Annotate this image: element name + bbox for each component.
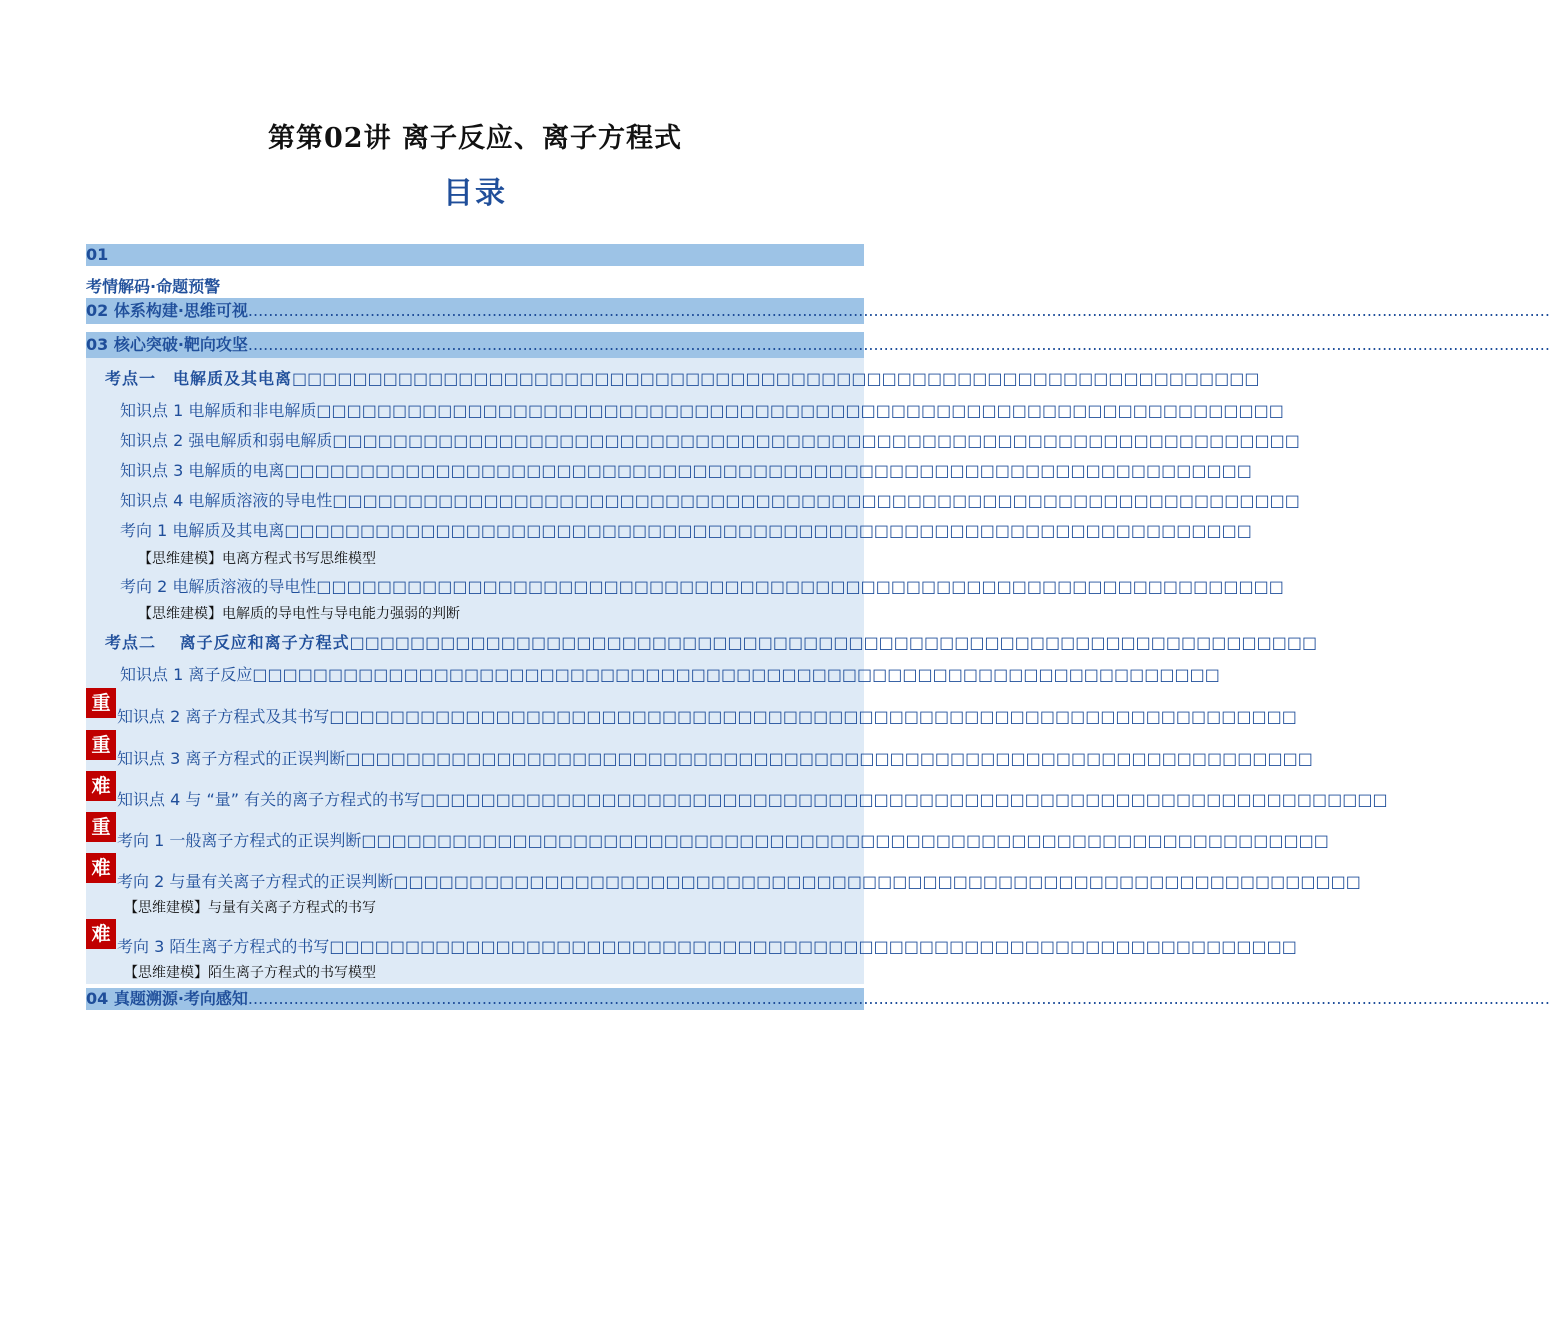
- toc-kd2-zs2[interactable]: 知识点 2 离子方程式及其书写□□□□□□□□□□□□□□□□□□□□□□□□□□□□□□□□□□□□□□□□□□□□□□□□□□□□□□□□□□□□□□□□: [117, 707, 1297, 726]
- toc-section-03[interactable]: [86, 332, 1550, 358]
- toc-leader-dots: ................................................................................................................................................................................................................................................................: [247, 335, 1550, 354]
- toc-section-01-label[interactable]: 考情解码·命题预警: [86, 277, 221, 296]
- toc-kd1[interactable]: 考点一 电解质及其电离□□□□□□□□□□□□□□□□□□□□□□□□□□□□□□□□□□□□□□□□□□□□□□□□□□□□□□□□□□□□□□□□: [105, 369, 1260, 388]
- toc-section-02-label: 02 体系构建·思维可视: [86, 301, 248, 320]
- title-number: 02: [324, 123, 364, 154]
- zhong-badge: 重: [86, 688, 116, 718]
- toc-section-02[interactable]: [86, 298, 1550, 324]
- zhong-badge: 重: [86, 730, 116, 760]
- toc-heading: 目录: [443, 176, 507, 211]
- toc-leader-dots: ................................................................................................................................................................................................................................................................: [247, 989, 1550, 1008]
- toc-kd1-kx2-note: 【思维建模】电解质的导电性与导电能力强弱的判断: [138, 606, 460, 622]
- toc-kd1-kx2[interactable]: 考向 2 电解质溶液的导电性□□□□□□□□□□□□□□□□□□□□□□□□□□□□□□□□□□□□□□□□□□□□□□□□□□□□□□□□□□□□□□□□: [120, 577, 1284, 596]
- toc-kd1-kx1-note: 【思维建模】电离方程式书写思维模型: [138, 551, 376, 567]
- toc-kd2-kx2-note: 【思维建模】与量有关离子方程式的书写: [124, 900, 376, 916]
- toc-kd2-zs4[interactable]: 知识点 4 与 “量” 有关的离子方程式的书写□□□□□□□□□□□□□□□□□□□□□□□□□□□□□□□□□□□□□□□□□□□□□□□□□□□□□□□□□□□□□□□□: [117, 790, 1388, 809]
- toc-kd1-zs1[interactable]: 知识点 1 电解质和非电解质□□□□□□□□□□□□□□□□□□□□□□□□□□□□□□□□□□□□□□□□□□□□□□□□□□□□□□□□□□□□□□□□: [120, 401, 1284, 420]
- toc-kd2-zs1[interactable]: 知识点 1 离子反应□□□□□□□□□□□□□□□□□□□□□□□□□□□□□□□□□□□□□□□□□□□□□□□□□□□□□□□□□□□□□□□□: [120, 665, 1220, 684]
- toc-kd2-kx1[interactable]: 考向 1 一般离子方程式的正误判断□□□□□□□□□□□□□□□□□□□□□□□□□□□□□□□□□□□□□□□□□□□□□□□□□□□□□□□□□□□□□□□□: [117, 831, 1329, 850]
- toc-section-01-number: 01: [86, 245, 109, 264]
- toc-kd1-zs4[interactable]: 知识点 4 电解质溶液的导电性□□□□□□□□□□□□□□□□□□□□□□□□□□□□□□□□□□□□□□□□□□□□□□□□□□□□□□□□□□□□□□□□: [120, 491, 1300, 510]
- nan-badge: 难: [86, 853, 116, 883]
- toc-section-03-label: 03 核心突破·靶向攻坚: [86, 335, 248, 354]
- nan-badge: 难: [86, 771, 116, 801]
- title-prefix: 第第: [268, 123, 324, 154]
- toc-leader-dots: ................................................................................................................................................................................................................................................................: [247, 301, 1550, 320]
- toc-section-04[interactable]: [86, 988, 1550, 1010]
- toc-kd2-kx2[interactable]: 考向 2 与量有关离子方程式的正误判断□□□□□□□□□□□□□□□□□□□□□□□□□□□□□□□□□□□□□□□□□□□□□□□□□□□□□□□□□□□□□□□□: [117, 872, 1361, 891]
- toc-section-01-bar[interactable]: [86, 244, 864, 266]
- document-title: [0, 116, 950, 155]
- nan-badge: 难: [86, 919, 116, 949]
- toc-kd1-zs2[interactable]: 知识点 2 强电解质和弱电解质□□□□□□□□□□□□□□□□□□□□□□□□□□□□□□□□□□□□□□□□□□□□□□□□□□□□□□□□□□□□□□□□: [120, 431, 1300, 450]
- toc-kd1-zs3[interactable]: 知识点 3 电解质的电离□□□□□□□□□□□□□□□□□□□□□□□□□□□□□□□□□□□□□□□□□□□□□□□□□□□□□□□□□□□□□□□□: [120, 461, 1252, 480]
- toc-kd1-kx1[interactable]: 考向 1 电解质及其电离□□□□□□□□□□□□□□□□□□□□□□□□□□□□□□□□□□□□□□□□□□□□□□□□□□□□□□□□□□□□□□□□: [120, 521, 1252, 540]
- title-text: 讲 离子反应、离子方程式: [363, 123, 682, 154]
- toc-kd2-kx3[interactable]: 考向 3 陌生离子方程式的书写□□□□□□□□□□□□□□□□□□□□□□□□□□□□□□□□□□□□□□□□□□□□□□□□□□□□□□□□□□□□□□□□: [117, 937, 1297, 956]
- toc-kd2-kx3-note: 【思维建模】陌生离子方程式的书写模型: [124, 965, 376, 981]
- toc-section-04-label: 04 真题溯源·考向感知: [86, 989, 248, 1008]
- toc-kd2-zs3[interactable]: 知识点 3 离子方程式的正误判断□□□□□□□□□□□□□□□□□□□□□□□□□□□□□□□□□□□□□□□□□□□□□□□□□□□□□□□□□□□□□□□□: [117, 749, 1313, 768]
- toc-kd2[interactable]: 考点二 离子反应和离子方程式□□□□□□□□□□□□□□□□□□□□□□□□□□□□□□□□□□□□□□□□□□□□□□□□□□□□□□□□□□□□□□□□: [105, 633, 1318, 652]
- zhong-badge: 重: [86, 812, 116, 842]
